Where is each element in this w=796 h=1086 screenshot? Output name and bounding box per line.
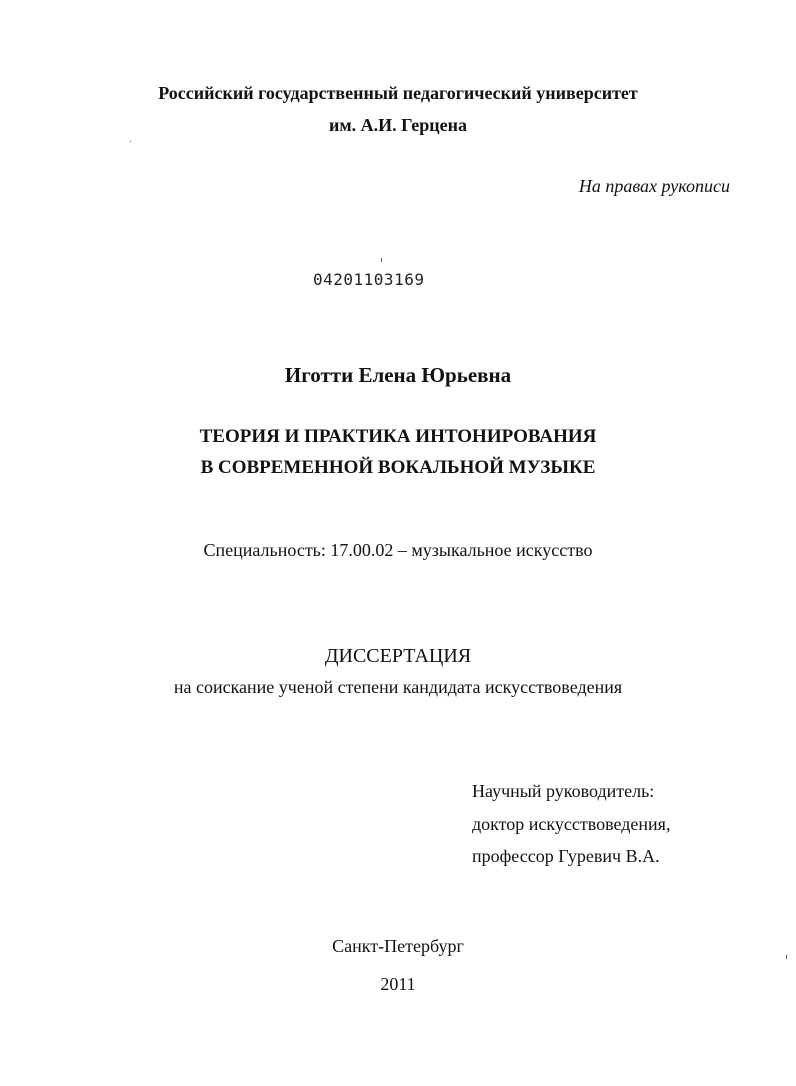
supervisor-name: профессор Гуревич В.А. [472, 846, 660, 866]
supervisor-degree: доктор искусствоведения, [472, 814, 671, 834]
scan-speck [130, 141, 131, 142]
manuscript-note: На правах рукописи [578, 176, 730, 196]
scan-speck [381, 258, 382, 262]
scan-speck [786, 955, 787, 959]
dissertation-title-line1: ТЕОРИЯ И ПРАКТИКА ИНТОНИРОВАНИЯ [199, 426, 597, 447]
university-name: Российский государственный педагогический университет [158, 83, 638, 103]
degree-statement: на соискание ученой степени кандидата искусствоведения [173, 677, 623, 697]
specialty: Специальность: 17.00.02 – музыкальное искусство [203, 540, 593, 560]
city: Санкт-Петербург [332, 936, 464, 956]
dissertation-title-line2: В СОВРЕМЕННОЙ ВОКАЛЬНОЙ МУЗЫКЕ [200, 457, 596, 478]
document-type: ДИССЕРТАЦИЯ [324, 645, 472, 667]
supervisor-label: Научный руководитель: [472, 781, 655, 801]
registration-number: 04201103169 [313, 270, 425, 289]
year: 2011 [380, 974, 416, 994]
university-name-suffix: им. А.И. Герцена [329, 115, 467, 135]
author-name: Иготти Елена Юрьевна [284, 363, 512, 387]
